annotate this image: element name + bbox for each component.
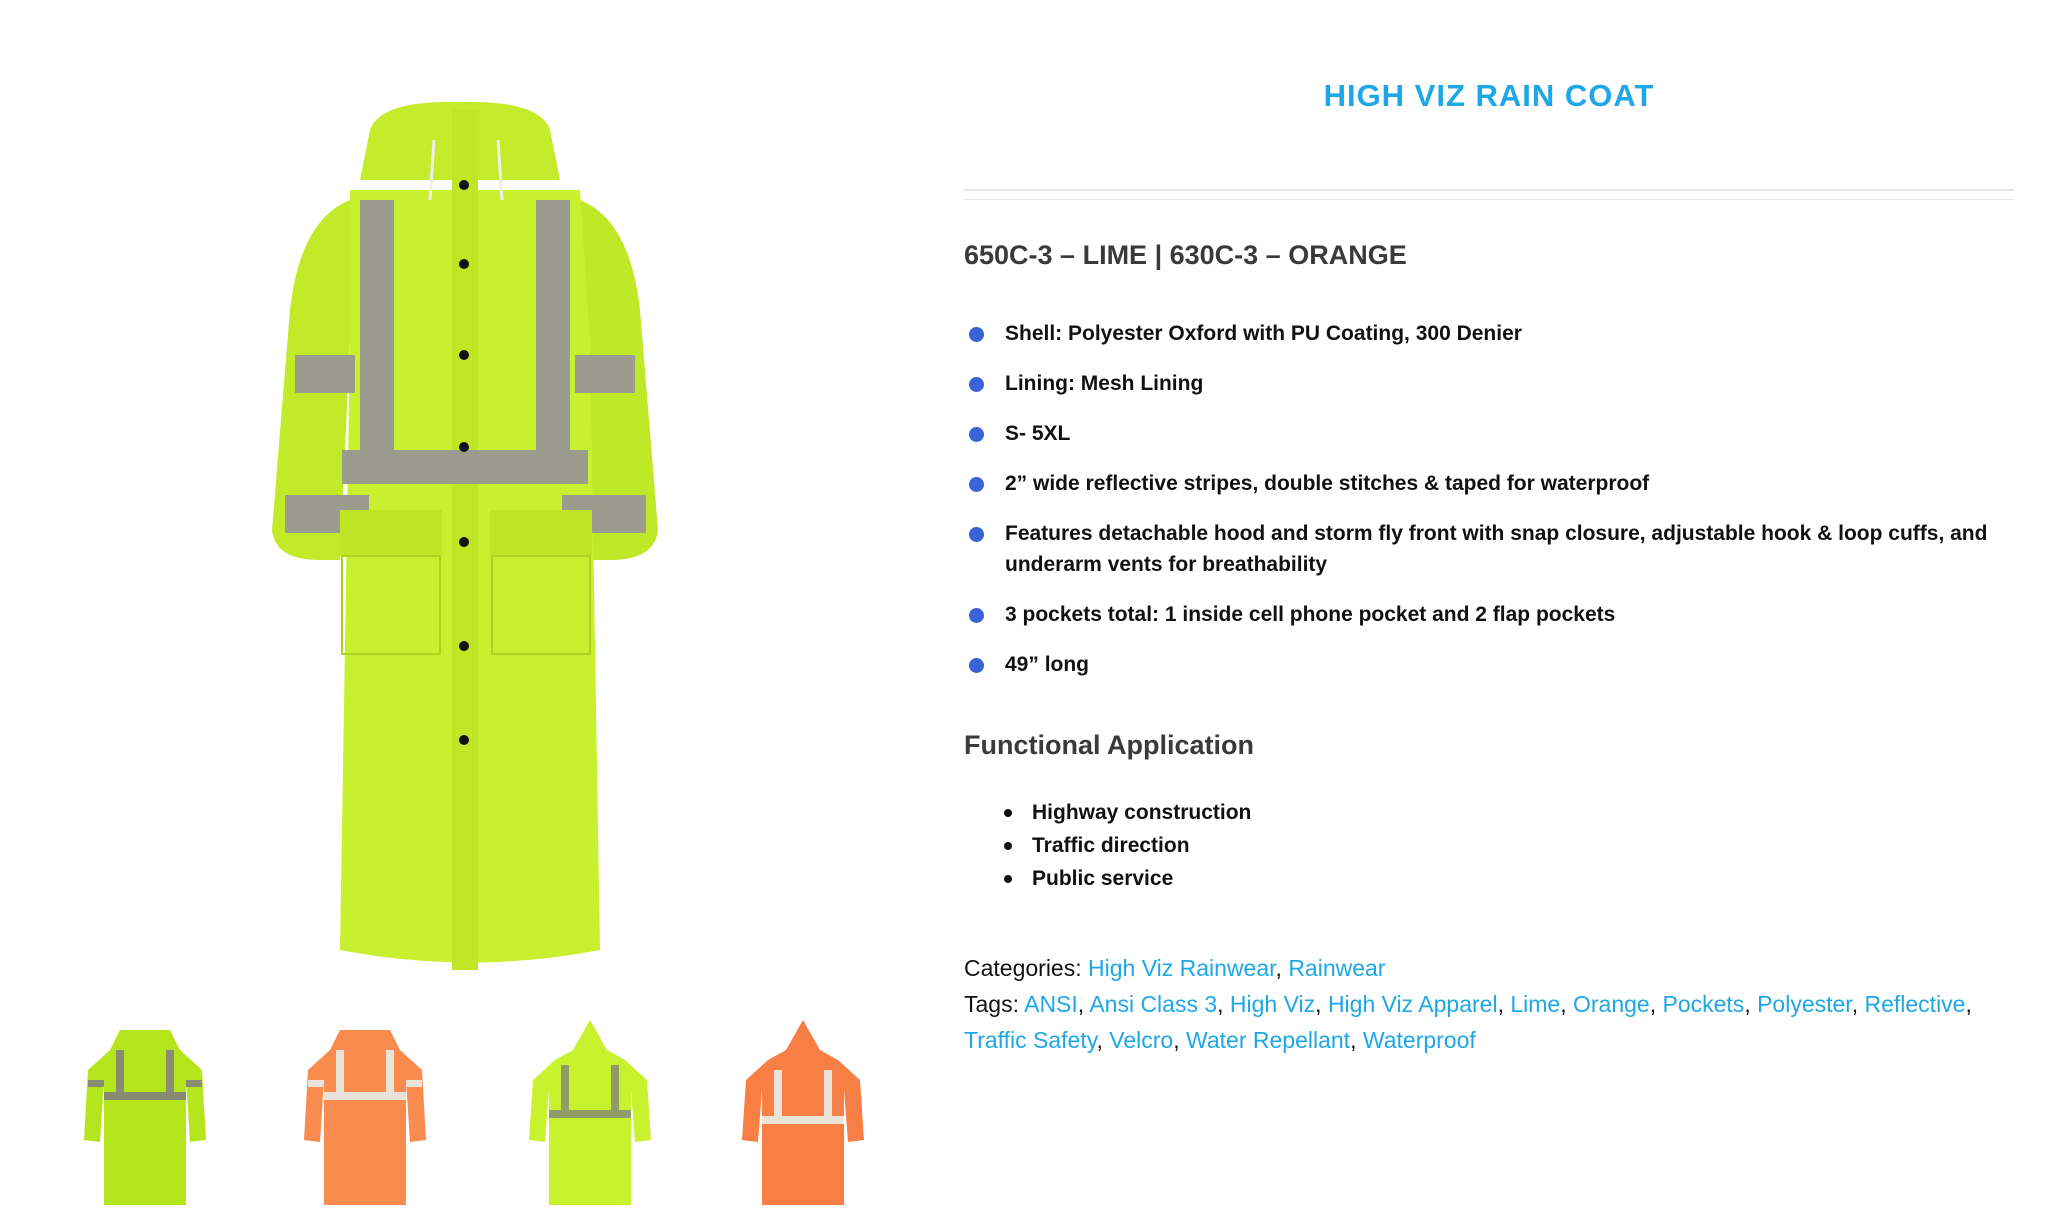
feature-text: Lining: Mesh Lining: [1005, 372, 1204, 395]
bullet-icon: [1004, 809, 1012, 817]
feature-text: Features detachable hood and storm fly front with snap closure, adjustable hook & loop cuffs, and underarm vents for breathability: [1005, 522, 1988, 576]
feature-item: [964, 318, 2024, 349]
tag-link[interactable]: Reflective: [1864, 991, 1966, 1017]
thumbnail-orange-back[interactable]: [738, 1020, 868, 1210]
feature-text: S- 5XL: [1005, 422, 1071, 445]
tag-link[interactable]: Water Repellant: [1186, 1027, 1351, 1053]
tag-link[interactable]: Pockets: [1662, 991, 1745, 1017]
category-link[interactable]: High Viz Rainwear: [1088, 955, 1276, 981]
tags-label: Tags:: [964, 991, 1019, 1017]
functional-application-heading: Functional Application: [964, 730, 1254, 760]
bullet-icon: [1004, 842, 1012, 850]
product-meta: [964, 950, 1974, 1058]
bullet-icon: [969, 477, 984, 492]
feature-item: [964, 418, 2024, 449]
tag-link[interactable]: Waterproof: [1362, 1027, 1476, 1053]
categories-label: Categories:: [964, 955, 1082, 981]
lime-rain-coat-image: [230, 90, 750, 990]
feature-text: 49” long: [1005, 653, 1090, 676]
feature-item: [964, 368, 2024, 399]
category-links: High Viz Rainwear, Rainwear: [1088, 955, 1386, 981]
feature-text: 3 pockets total: 1 inside cell phone pocket and 2 flap pockets: [1005, 603, 1616, 626]
feature-item: [964, 649, 2024, 680]
orange-hooded-coat-thumb-icon: [738, 1020, 868, 1210]
lime-coat-thumb-icon: [80, 1020, 210, 1210]
bullet-icon: [969, 527, 984, 542]
tags-line: [964, 986, 1974, 1058]
feature-text: Shell: Polyester Oxford with PU Coating, 300 Denier: [1005, 322, 1522, 345]
application-item: [1004, 829, 1251, 862]
bullet-icon: [969, 327, 984, 342]
categories-line: [964, 950, 1974, 986]
product-title: HIGH VIZ RAIN COAT: [1323, 78, 1655, 113]
feature-text: 2” wide reflective stripes, double stitches & taped for waterproof: [1005, 472, 1650, 495]
feature-item: [964, 518, 2024, 580]
feature-list: [964, 318, 2024, 699]
bullet-icon: [1004, 875, 1012, 883]
bullet-icon: [969, 377, 984, 392]
tag-link[interactable]: High Viz: [1229, 991, 1316, 1017]
feature-item: [964, 468, 2024, 499]
bullet-icon: [969, 608, 984, 623]
thumbnail-lime-front[interactable]: [80, 1020, 210, 1210]
tag-link[interactable]: Ansi Class 3: [1089, 991, 1218, 1017]
title-divider-secondary: [964, 199, 2014, 200]
title-divider: [964, 189, 2014, 191]
tag-links: ANSI, Ansi Class 3, High Viz, High Viz Apparel, Lime, Orange, Pockets, Polyester, Reflective, Traffic Safety, Velcro, Water Repellant, Waterproof: [964, 991, 1972, 1053]
tag-link[interactable]: Traffic Safety: [964, 1027, 1097, 1053]
thumbnail-orange-front[interactable]: [300, 1020, 430, 1210]
sku-heading: 650C-3 – LIME | 630C-3 – ORANGE: [964, 240, 1407, 270]
application-text: Traffic direction: [1032, 834, 1190, 857]
category-link[interactable]: Rainwear: [1288, 955, 1386, 981]
application-text: Public service: [1032, 867, 1174, 890]
tag-link[interactable]: ANSI: [1024, 991, 1078, 1017]
thumbnail-lime-back[interactable]: [525, 1020, 655, 1210]
thumbnail-strip: [80, 1020, 880, 1220]
application-item: [1004, 796, 1251, 829]
tag-link[interactable]: High Viz Apparel: [1327, 991, 1498, 1017]
lime-hooded-coat-thumb-icon: [525, 1020, 655, 1210]
application-text: Highway construction: [1032, 801, 1252, 824]
tag-link[interactable]: Polyester: [1757, 991, 1852, 1017]
tag-link[interactable]: Velcro: [1109, 1027, 1174, 1053]
tag-link[interactable]: Orange: [1572, 991, 1650, 1017]
main-product-image[interactable]: [230, 90, 750, 990]
tag-link[interactable]: Lime: [1510, 991, 1561, 1017]
bullet-icon: [969, 427, 984, 442]
application-item: [1004, 862, 1251, 895]
orange-coat-thumb-icon: [300, 1020, 430, 1210]
application-list: [1004, 796, 1251, 895]
feature-item: [964, 599, 2024, 630]
bullet-icon: [969, 658, 984, 673]
